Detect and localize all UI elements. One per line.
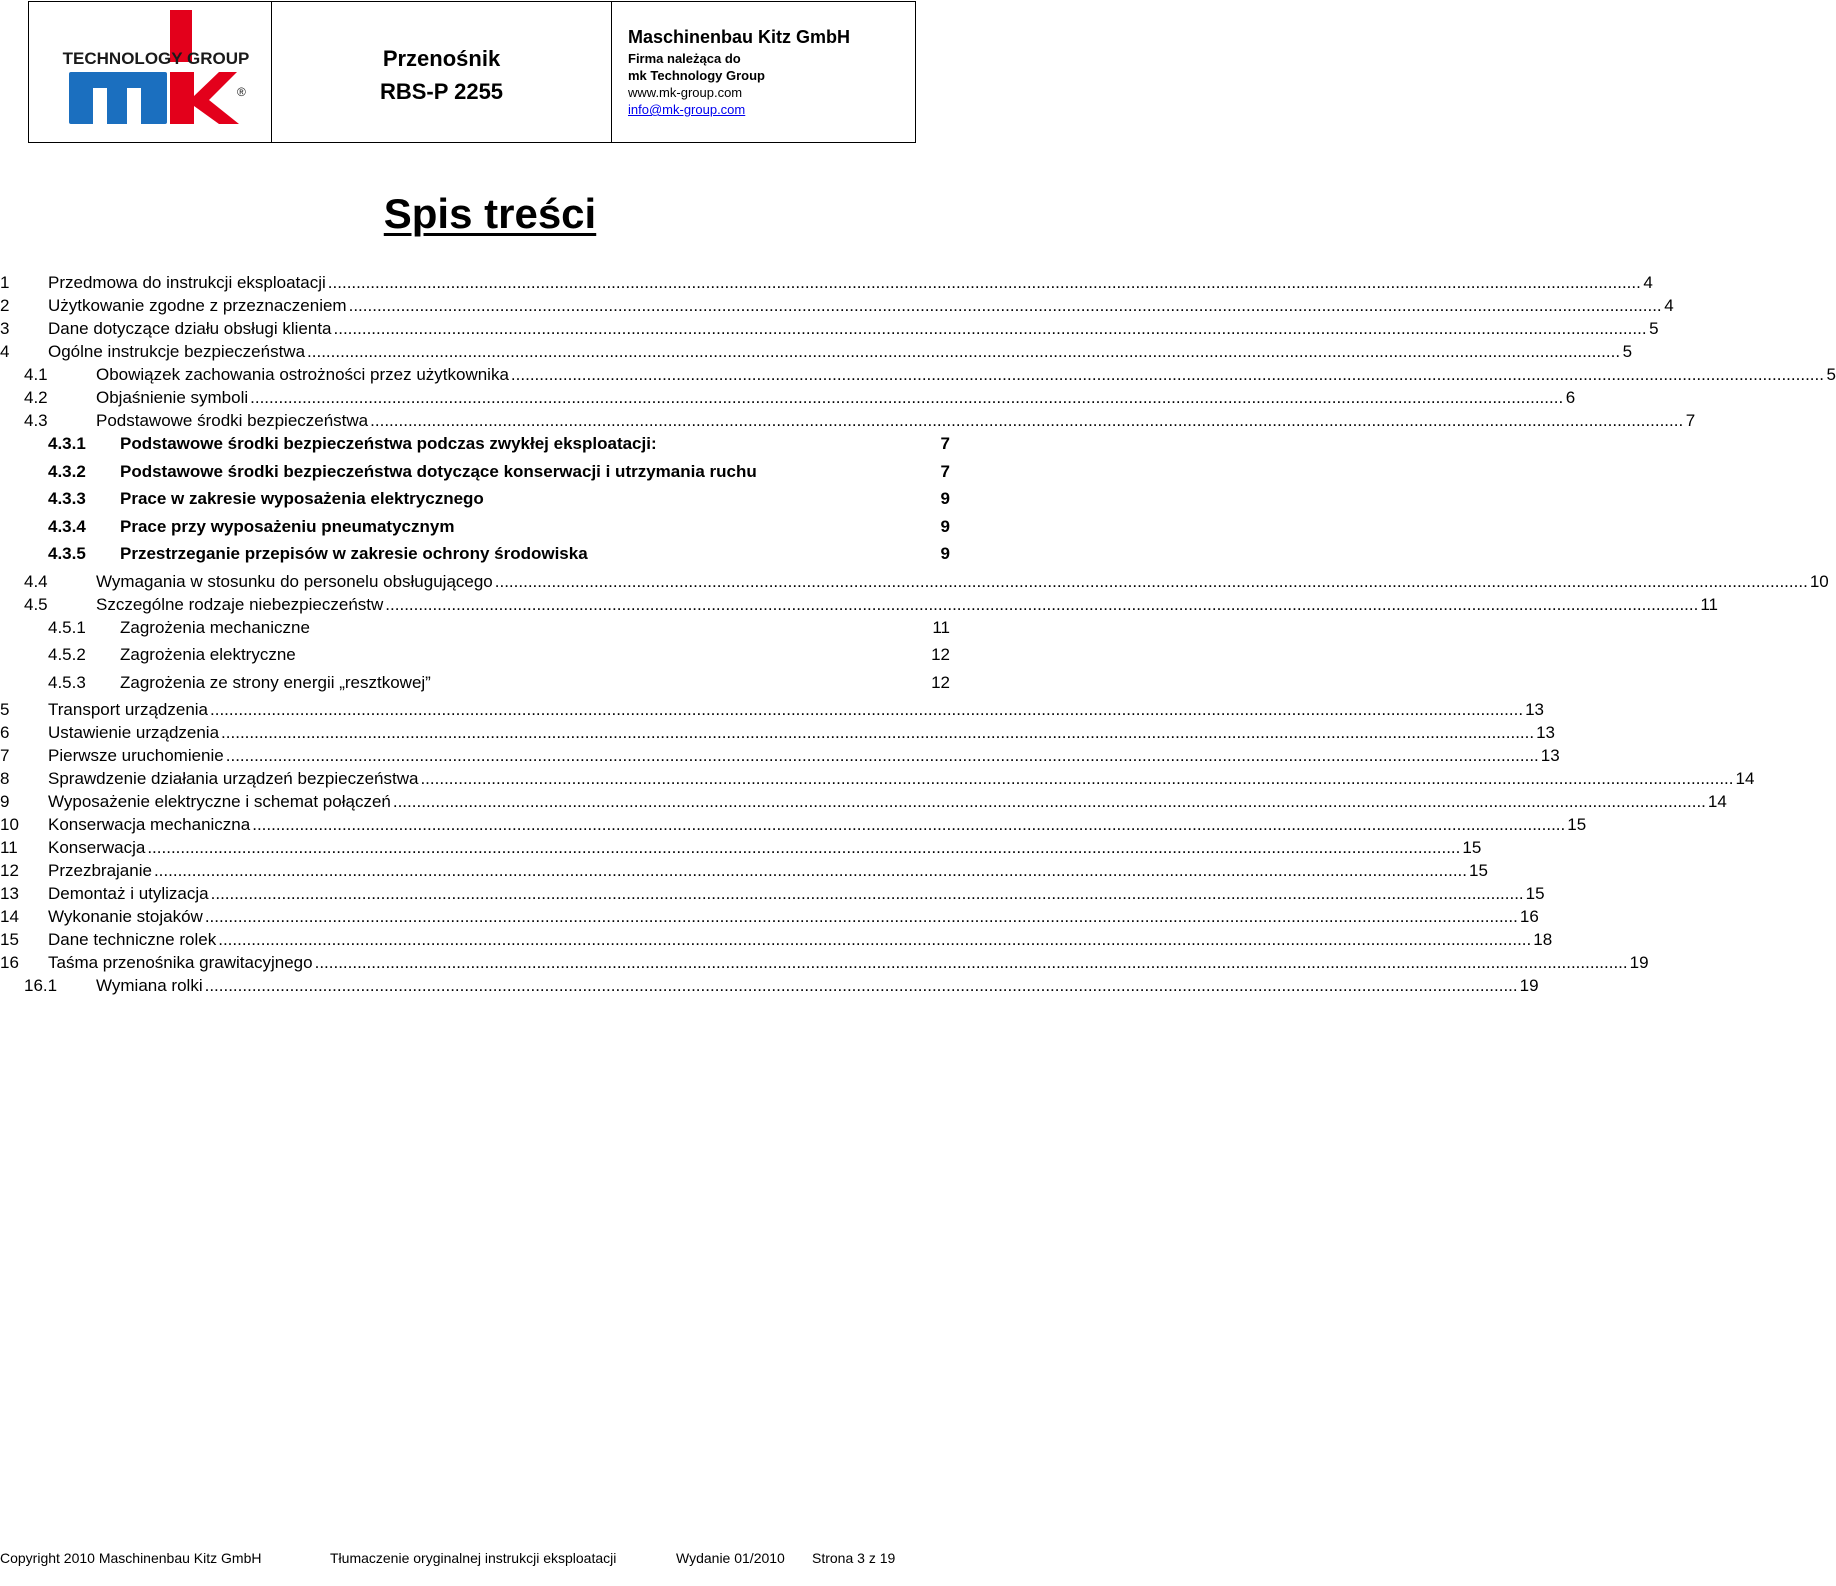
toc-dot-leader	[334, 317, 1647, 341]
toc-entry-number: 4.5.1	[48, 617, 86, 637]
document-title	[272, 42, 611, 108]
toc-entry-label: Konserwacja	[48, 838, 146, 857]
toc-dot-leader	[495, 570, 1808, 594]
footer-edition: Wydanie 01/2010	[676, 1550, 785, 1566]
registered-mark-icon: ®	[237, 85, 246, 99]
toc-entry-body	[48, 767, 1755, 791]
toc-entry-number: 1	[0, 273, 10, 292]
toc-entry-body	[48, 721, 1556, 745]
company-info	[628, 24, 850, 118]
toc-entry[interactable]	[0, 271, 1653, 295]
toc-entry-label: Sprawdzenie działania urządzeń bezpieczeństwa	[48, 769, 419, 788]
toc-entry[interactable]	[0, 515, 950, 539]
toc-entry-label: Zagrożenia ze strony energii „resztkowej”	[120, 672, 431, 692]
toc-entry-body	[120, 616, 950, 640]
toc-entry[interactable]	[0, 721, 1556, 745]
toc-entry-page: 7	[940, 461, 950, 481]
toc-entry-label: Objaśnienie symboli	[96, 388, 249, 407]
toc-entry-number: 4.3.3	[48, 489, 86, 508]
toc-entry[interactable]	[0, 386, 1576, 410]
toc-entry-body	[48, 882, 1545, 906]
toc-entry-number: 16	[0, 953, 19, 972]
toc-entry[interactable]	[0, 616, 950, 640]
toc-entry-body	[120, 671, 950, 695]
toc-entry[interactable]	[0, 317, 1659, 341]
toc-dot-leader	[226, 744, 1539, 768]
toc-dot-leader	[315, 951, 1628, 975]
toc-dot-leader	[393, 790, 1706, 814]
toc-entry-page: 7	[1685, 411, 1696, 430]
toc-entry-label: Zagrożenia mechaniczne	[120, 617, 310, 637]
toc-entry-label: Dane techniczne rolek	[48, 930, 217, 949]
toc-entry-page: 13	[1525, 700, 1544, 719]
toc-dot-leader	[307, 340, 1620, 364]
toc-entry-body	[96, 363, 1836, 387]
toc-entry-body	[48, 744, 1560, 768]
toc-entry-page: 9	[940, 516, 950, 536]
toc-entry-number: 4.5	[24, 594, 48, 614]
toc-entry-number: 12	[0, 861, 19, 880]
toc-entry-label: Wymiana rolki	[96, 976, 203, 995]
toc-entry[interactable]	[0, 882, 1545, 906]
toc-entry-label: Obowiązek zachowania ostrożności przez użytkownika	[96, 365, 509, 384]
toc-entry-label: Prace przy wyposażeniu pneumatycznym	[120, 516, 455, 536]
page-footer	[0, 1548, 960, 1568]
toc-entry-number: 10	[0, 815, 19, 834]
toc-entry-page: 6	[1565, 388, 1576, 407]
toc-entry-number: 4.1	[24, 365, 48, 384]
document-header	[28, 1, 916, 143]
toc-entry-label: Ustawienie urządzenia	[48, 723, 220, 742]
toc-entry-label: Użytkowanie zgodne z przeznaczeniem	[48, 296, 347, 315]
toc-entry-number: 3	[0, 319, 10, 338]
toc-entry-number: 4.5.2	[48, 645, 86, 664]
toc-entry[interactable]	[0, 698, 1544, 722]
toc-entry[interactable]	[0, 859, 1488, 883]
toc-dot-leader	[205, 974, 1518, 998]
toc-entry-page: 7	[940, 434, 950, 453]
toc-entry-page: 15	[1567, 815, 1587, 834]
toc-dot-leader	[252, 813, 1565, 837]
document-title-line2: RBS-P 2255	[379, 79, 504, 104]
toc-entry-body	[120, 542, 950, 566]
toc-entry[interactable]	[0, 432, 950, 456]
toc-entry-label: Ogólne instrukcje bezpieczeństwa	[48, 342, 306, 361]
toc-entry-number: 15	[0, 930, 19, 949]
company-subtitle-2: mk Technology Group	[628, 68, 765, 83]
title-cell	[272, 2, 612, 142]
toc-entry-label: Pierwsze uruchomienie	[48, 746, 224, 765]
toc-entry[interactable]	[0, 643, 950, 667]
toc-entry-page: 5	[1622, 342, 1633, 361]
toc-entry[interactable]	[0, 671, 950, 695]
toc-entry-page: 9	[940, 489, 950, 508]
company-name: Maschinenbau Kitz GmbH	[628, 27, 851, 47]
toc-entry-label: Transport urządzenia	[48, 700, 209, 719]
toc-dot-leader	[211, 882, 1524, 906]
toc-entry-body	[48, 905, 1539, 929]
toc-entry-page: 5	[1826, 365, 1836, 384]
toc-entry-number: 4.3	[24, 411, 48, 430]
toc-entry[interactable]	[0, 460, 950, 484]
toc-entry-label: Demontaż i utylizacja	[48, 884, 209, 903]
toc-entry-body	[120, 643, 950, 667]
footer-copyright: Copyright 2010 Maschinenbau Kitz GmbH	[0, 1550, 262, 1566]
toc-entry-page: 13	[1536, 723, 1556, 742]
toc-dot-leader	[370, 409, 1683, 433]
toc-entry-body	[120, 460, 950, 484]
toc-entry[interactable]	[0, 790, 1727, 814]
toc-entry-page: 14	[1707, 792, 1727, 811]
toc-entry-page: 9	[940, 544, 950, 563]
toc-entry-body	[48, 790, 1727, 814]
toc-entry[interactable]	[0, 542, 950, 566]
toc-entry-page: 15	[1462, 838, 1482, 857]
toc-entry-body	[48, 271, 1653, 295]
toc-entry-label: Podstawowe środki bezpieczeństwa podczas zwykłej eksploatacji:	[120, 434, 657, 453]
toc-entry-page: 11	[1700, 594, 1718, 614]
toc-entry-page: 19	[1519, 976, 1539, 995]
toc-entry-body	[48, 813, 1587, 837]
toc-dot-leader	[420, 767, 1733, 791]
toc-entry-body	[48, 294, 1674, 318]
toc-entry[interactable]	[0, 813, 1587, 837]
toc-dot-leader	[210, 698, 1523, 722]
toc-entry-label: Szczególne rodzaje niebezpieczeństw	[96, 594, 384, 614]
toc-entry-body	[96, 386, 1576, 410]
toc-entry-body	[120, 515, 950, 539]
company-cell	[612, 2, 915, 142]
toc-entry[interactable]	[0, 974, 1539, 998]
toc-entry-label: Podstawowe środki bezpieczeństwa dotyczące konserwacji i utrzymania ruchu	[120, 461, 757, 481]
toc-entry-number: 6	[0, 723, 10, 742]
toc-entry[interactable]	[0, 340, 1633, 364]
toc-entry[interactable]	[0, 744, 1560, 768]
toc-entry-number: 4.2	[24, 388, 48, 407]
toc-dot-leader	[250, 386, 1563, 410]
toc-entry-number: 13	[0, 884, 19, 903]
logo-k-letter	[170, 72, 239, 124]
toc-entry-body	[48, 951, 1649, 975]
toc-entry-body	[48, 698, 1544, 722]
toc-heading	[0, 188, 980, 240]
toc-entry-label: Dane dotyczące działu obsługi klienta	[48, 319, 332, 338]
toc-entry-body	[96, 570, 1829, 594]
toc-entry-label: Wyposażenie elektryczne i schemat połączeń	[48, 792, 391, 811]
toc-entry-body	[48, 340, 1633, 364]
toc-entry-page: 19	[1629, 953, 1649, 972]
toc-dot-leader	[218, 928, 1531, 952]
toc-entry-body	[96, 974, 1539, 998]
toc-entry-page: 11	[932, 617, 950, 637]
toc-entry[interactable]	[0, 928, 1553, 952]
mk-logo	[62, 10, 250, 126]
toc-entry-page: 4	[1664, 296, 1674, 315]
toc-entry-number: 14	[0, 907, 19, 926]
toc-entry-page: 13	[1540, 746, 1560, 765]
toc-entry-label: Podstawowe środki bezpieczeństwa	[96, 411, 369, 430]
toc-entry-page: 10	[1809, 571, 1829, 591]
toc-entry-label: Zagrożenia elektryczne	[120, 645, 296, 664]
toc-entry-number: 4	[0, 342, 10, 361]
toc-entry-number: 4.3.4	[48, 516, 86, 536]
toc-entry[interactable]	[0, 905, 1539, 929]
toc-entry-number: 4.5.3	[48, 672, 86, 692]
toc-entry-body	[120, 487, 950, 511]
toc-entry-label: Wykonanie stojaków	[48, 907, 203, 926]
toc-heading-text: Spis treści	[383, 190, 597, 237]
toc-entry-label: Wymagania w stosunku do personelu obsługującego	[96, 571, 493, 591]
toc-entry-number: 4.3.1	[48, 434, 86, 453]
toc-entry-number: 11	[0, 838, 18, 857]
toc-entry-page: 4	[1643, 273, 1653, 292]
toc-entry-number: 8	[0, 769, 10, 788]
toc-entry-page: 12	[931, 645, 950, 664]
toc-dot-leader	[511, 363, 1824, 387]
footer-page-number: Strona 3 z 19	[812, 1550, 896, 1566]
toc-entry-page: 16	[1519, 907, 1539, 926]
toc-entry-body	[48, 317, 1659, 341]
toc-entry-page: 18	[1533, 930, 1553, 949]
toc-entry[interactable]	[0, 593, 1718, 617]
logo-m-letter	[69, 72, 167, 124]
toc-entry-label: Prace w zakresie wyposażenia elektrycznego	[120, 489, 484, 508]
toc-entry[interactable]	[0, 294, 1674, 318]
toc-entry-body	[48, 836, 1482, 860]
toc-entry-label: Przezbrajanie	[48, 861, 152, 880]
toc-entry-body	[96, 593, 1718, 617]
toc-entry[interactable]	[0, 951, 1649, 975]
toc-entry-number: 16.1	[24, 976, 58, 995]
toc-entry-number: 5	[0, 700, 10, 719]
mk-logo-graphic	[62, 10, 250, 126]
toc-dot-leader	[221, 721, 1534, 745]
toc-entry-page: 5	[1649, 319, 1659, 338]
toc-dot-leader	[147, 836, 1460, 860]
logo-cell	[29, 2, 272, 142]
company-subtitle-1: Firma należąca do	[628, 51, 741, 66]
toc-entry[interactable]	[0, 487, 950, 511]
toc-dot-leader	[328, 271, 1641, 295]
toc-entry-label: Przedmowa do instrukcji eksploatacji	[48, 273, 326, 292]
document-title-line1: Przenośnik	[382, 46, 501, 71]
company-email-link[interactable]: info@mk-group.com	[628, 102, 746, 117]
toc-entry-number: 4.3.2	[48, 461, 86, 481]
toc-entry-page: 15	[1525, 884, 1545, 903]
logo-technology-group-text: TECHNOLOGY GROUP	[62, 49, 250, 68]
toc-dot-leader	[205, 905, 1518, 929]
toc-entry[interactable]	[0, 767, 1755, 791]
toc-dot-leader	[385, 593, 1698, 617]
toc-entry-page: 15	[1469, 861, 1488, 880]
toc-dot-leader	[349, 294, 1662, 318]
toc-entry-label: Taśma przenośnika grawitacyjnego	[48, 953, 313, 972]
toc-entry-page: 12	[931, 672, 950, 692]
toc-entry[interactable]	[0, 836, 1482, 860]
footer-translation-note: Tłumaczenie oryginalnej instrukcji eksploatacji	[330, 1550, 617, 1566]
toc-entry-label: Konserwacja mechaniczna	[48, 815, 251, 834]
toc-entry[interactable]	[0, 363, 1836, 387]
toc-entry-body	[120, 432, 950, 456]
toc-entry-number: 4.3.5	[48, 544, 86, 563]
toc-entry-number: 2	[0, 296, 10, 315]
toc-dot-leader	[154, 859, 1467, 883]
company-website[interactable]: www.mk-group.com	[628, 85, 743, 100]
toc-entry-body	[48, 859, 1488, 883]
toc-entry-label: Przestrzeganie przepisów w zakresie ochrony środowiska	[120, 544, 588, 563]
toc-entry-page: 14	[1735, 769, 1755, 788]
toc-entry-body	[48, 928, 1553, 952]
toc-entry-number: 7	[0, 746, 10, 765]
toc-entry[interactable]	[0, 409, 1696, 433]
toc-entry-number: 9	[0, 792, 10, 811]
toc-entry-number: 4.4	[24, 571, 48, 591]
toc-entry[interactable]	[0, 570, 1829, 594]
toc-entry-body	[96, 409, 1696, 433]
